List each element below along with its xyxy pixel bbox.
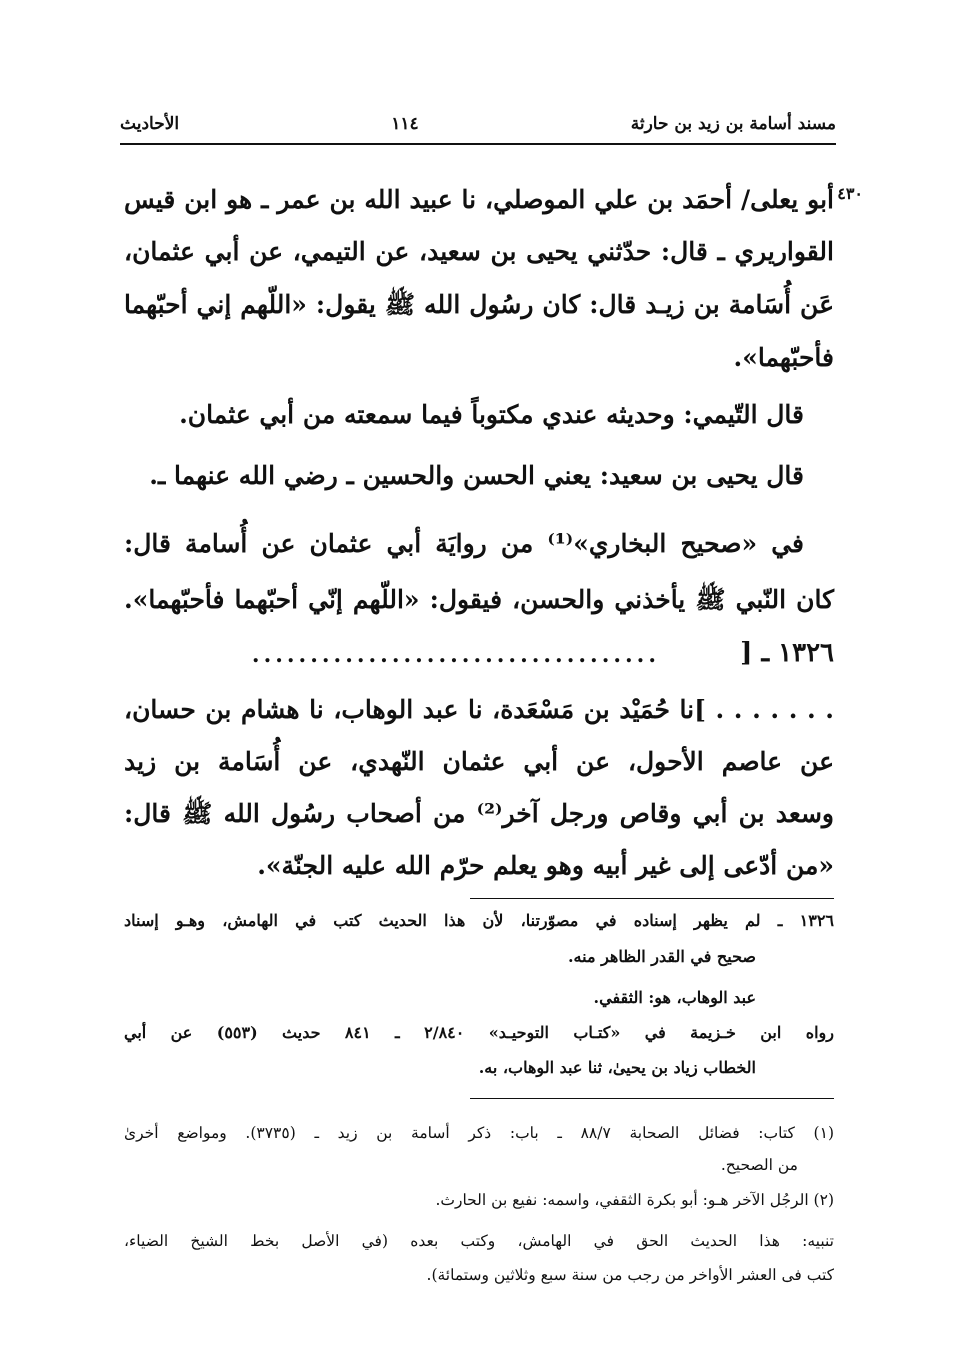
main-line-1: أبو يعلى/ أحمَد بن علي الموصلي، نا عبيد الله بن عمر ـ هو ابن قيس xyxy=(124,185,834,214)
footnote-line-2: من الصحيح. xyxy=(720,1156,798,1174)
commentary-line-1: ١٣٢٦ ـ لم يظهر إسناده في مصوّرتنا، لأن هذا الحديث كتب في الهامش، وهـو إسناد xyxy=(124,911,834,930)
second-line-3: وسعد بن أبي وقاص ورجل آخر⁽²⁾ من أصحاب رسُول الله ﷺ قال: xyxy=(124,799,834,828)
main-line-3: عَن أُسَامة بن زيـد قال: كان رسُول الله ﷺ يقول: «اللّهم إني أحبّهما xyxy=(124,290,834,319)
commentary-line-2: صحيح في القدر الظاهر منه. xyxy=(567,947,756,966)
header-section-title: الأحاديث xyxy=(120,114,180,134)
header-rule xyxy=(120,143,836,145)
main-line-7: في «صحيح البخاري»⁽¹⁾ من روايَة أبي عثمان عن أُسامة قال: xyxy=(124,529,805,558)
commentary-line-5: الخطاب زياد بن يحيىٰ، ثنا عبد الوهاب، به. xyxy=(478,1058,756,1077)
hadith-number-1326: ١٣٢٦ ـ [ xyxy=(740,638,834,668)
hadith-number: ٤٣٠ xyxy=(837,184,863,203)
commentary-line-4: رواه ابن خـزيمة في «كتـاب التوحيـد» ٢/٨٤٠ ـ ٨٤١ حديث (٥٥٣) عن أبي xyxy=(124,1023,834,1042)
main-line-5: قال التّيمي: وحديثه عندي مكتوباً فيما سمعته من أبي عثمان. xyxy=(179,400,804,429)
page-header xyxy=(120,108,836,140)
footnote-line-4: تنبيه: هذا الحديث الحق في الهامش، وكتب بعده (في الأصل بخط الشيخ الضياء، xyxy=(124,1232,834,1250)
footnote-rule xyxy=(470,1098,834,1099)
commentary-rule xyxy=(470,898,834,899)
commentary-line-3: عبد الوهاب، هو: الثقفي. xyxy=(593,988,756,1007)
footnote-line-3: (٢) الرجُل الآخر هـو: أبو بكرة الثقفي، واسمه: نفيع بن الحارث. xyxy=(435,1191,834,1209)
second-line-1: . . . . . . . ]نا حُمَيْد بن مَسْعَدة، نا عبد الوهاب، نا هشام بن حسان، xyxy=(124,695,834,724)
main-line-6: قال يحيى بن سعيد: يعني الحسن والحسين ـ رضي الله عنهما ـ. xyxy=(149,461,804,490)
second-line-4: «من أدّعى إلى غير أبيه وهو يعلم حرّم الله عليه الجنّة». xyxy=(257,851,834,880)
main-line-4: فأحبّهما». xyxy=(733,343,834,372)
footnote-line-5: كتب فى العشر الأواخر من رجب من سنة سبع وثلاثين وستمائة). xyxy=(426,1266,834,1284)
header-book-title: مسند أسامة بن زيد بن حارثة xyxy=(630,114,836,134)
main-line-2: القواريري ـ قال: حدّثني يحيى بن سعيد، عن التيمي، عن أبي عثمان، xyxy=(124,237,834,266)
header-page-number: ١١٤ xyxy=(391,114,419,134)
second-line-2: عن عاصم الأحول، عن أبي عثمان النّهدي، عن أُسَامة بن زيد xyxy=(124,747,834,776)
main-line-8: كان النّبي ﷺ يأخذني والحسن، فيقول: «اللّهم إنّي أحبّهما فأحبّهما». xyxy=(124,585,834,614)
footnote-line-1: (١) كتاب: فضائل الصحابة ٨٨/٧ ـ باب: ذكر أسامة بن زيد ـ (٣٧٣٥). ومواضع أخرىٰ xyxy=(124,1124,834,1142)
dots-line: ................................... xyxy=(251,642,660,668)
